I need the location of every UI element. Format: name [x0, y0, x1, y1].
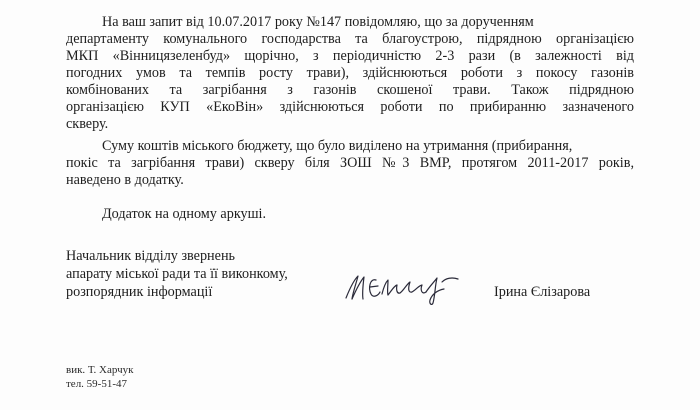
- executor-name: вик. Т. Харчук: [66, 364, 134, 376]
- signatory-position-line-3: розпорядник інформації: [66, 284, 213, 300]
- paragraph1-line-5: комбінованих та загрібання з газонів скошеної трави. Також підрядною: [66, 82, 634, 98]
- paragraph1-line-3: МКП «Вінницязеленбуд» щорічно, з періодичністю 2-3 рази (в залежності від: [66, 48, 634, 64]
- paragraph1-line-2: департаменту комунального господарства та благоустрою, підрядною організацією: [66, 31, 634, 47]
- executor-phone: тел. 59-51-47: [66, 378, 128, 390]
- paragraph1-line-6: організацією КУП «ЕкоВін» здійснюються роботи по прибиранню зазначеного: [66, 99, 634, 115]
- signatory-name: Ірина Єлізарова: [494, 284, 591, 300]
- paragraph1-line-7: скверу.: [66, 116, 109, 132]
- paragraph2-line-2: покіс та загрібання трави) скверу біля ЗОШ №3 ВМР, протягом 2011-2017 років,: [66, 155, 634, 171]
- paragraph1-line-4: погодних умов та темпів росту трави), здійснюються роботи з покосу газонів: [66, 65, 634, 81]
- signatory-position-line-1: Начальник відділу звернень: [66, 248, 236, 264]
- paragraph2-line-3: наведено в додатку.: [66, 172, 184, 188]
- handwritten-signature: [340, 268, 470, 308]
- paragraph1-line-1: На ваш запит від 10.07.2017 року №147 повідомляю, що за дорученням: [102, 14, 534, 30]
- attachment-note: Додаток на одному аркуші.: [102, 206, 267, 222]
- paragraph2-line-1: Суму коштів міського бюджету, що було виділено на утримання (прибирання,: [102, 138, 573, 154]
- signatory-position-line-2: апарату міської ради та її виконкому,: [66, 266, 288, 282]
